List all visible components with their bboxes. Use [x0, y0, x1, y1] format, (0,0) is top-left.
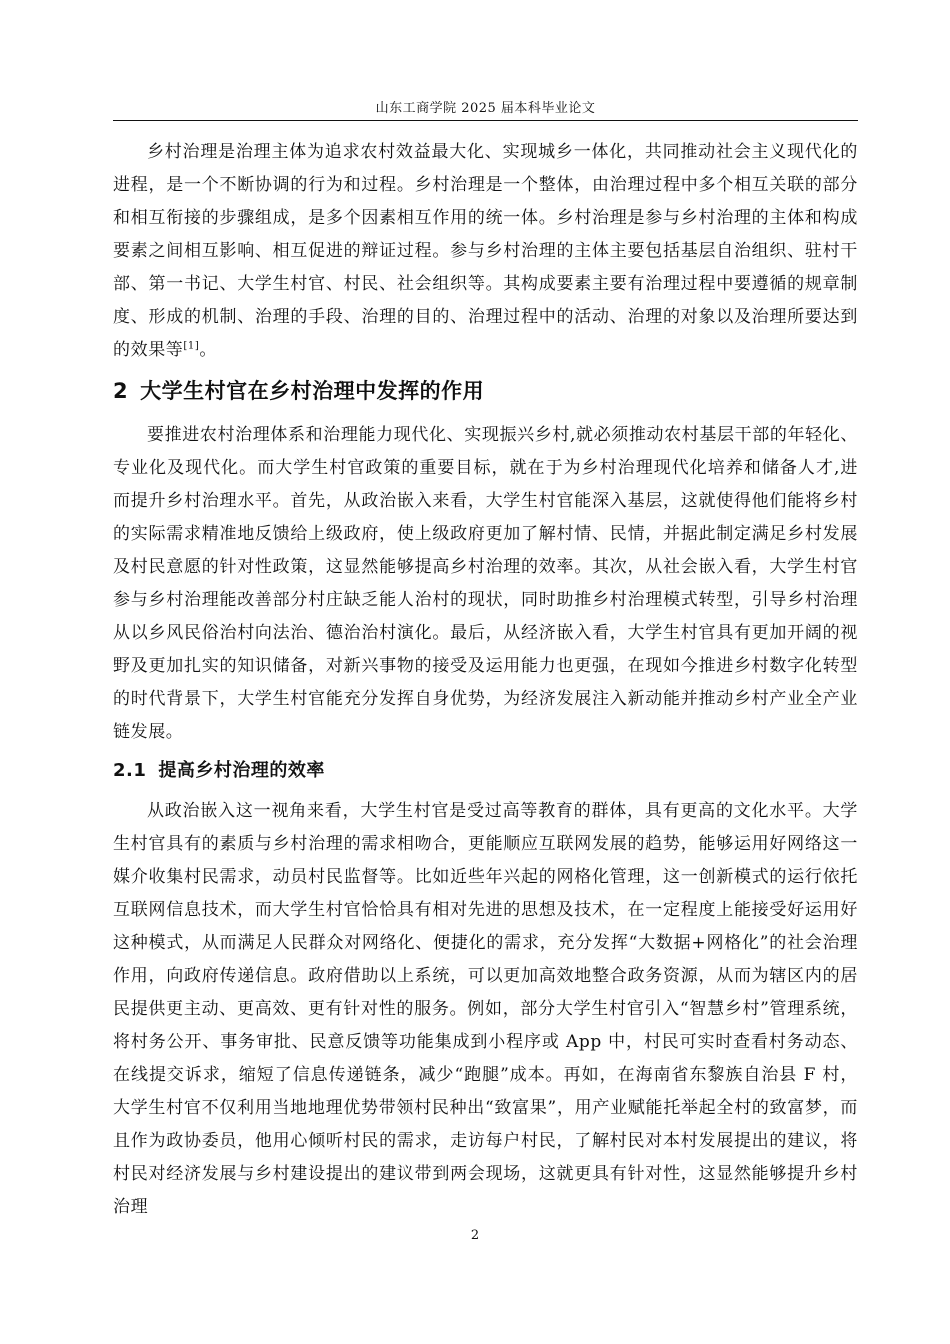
page-number: 2 [470, 1228, 480, 1243]
section-2-title: 大学生村官在乡村治理中发挥的作用 [140, 379, 485, 403]
running-header: 山东工商学院 2025 届本科毕业论文 [375, 101, 596, 116]
intro-paragraph [113, 136, 858, 367]
section-2-heading [113, 371, 858, 411]
section-2-1-number: 2.1 [113, 760, 147, 781]
section-2-paragraph: 要推进农村治理体系和治理能力现代化、实现振兴乡村,就必须推动农村基层干部的年轻化、专业化及现代化。而大学生村官政策的重要目标，就在于为乡村治理现代化培养和储备人才,进而提升乡村治理水平。首先，从政治嵌入来看，大学生村官能深入基层，这就使得他们能将乡村的实际需求精准地反馈给上级政府，使上级政府更加了解村情、民情，并据此制定满足乡村发展及村民意愿的针对性政策，这显然能够提高乡村治理的效率。其次，从社会嵌入看，大学生村官参与乡村治理能改善部分村庄缺乏能人治村的现状，同时助推乡村治理模式转型，引导乡村治理从以乡风民俗治村向法治、德治治村演化。最后，从经济嵌入看，大学生村官具有更加开阔的视野及更加扎实的知识储备，对新兴事物的接受及运用能力也更强，在现如今推进乡村数字化转型的时代背景下，大学生村官能充分发挥自身优势，为经济发展注入新动能并推动乡村产业全产业链发展。 [113, 425, 858, 742]
citation-ref: [1] [183, 340, 200, 352]
intro-paragraph-text: 乡村治理是治理主体为追求农村效益最大化、实现城乡一体化，共同推动社会主义现代化的进程，是一个不断协调的行为和过程。乡村治理是一个整体，由治理过程中多个相互关联的部分和相互衔接的步骤组成，是多个因素相互作用的统一体。乡村治理是参与乡村治理的主体和构成要素之间相互影响、相互促进的辩证过程。参与乡村治理的主体主要包括基层自治组织、驻村干部、第一书记、大学生村官、村民、社会组织等。其构成要素主要有治理过程中要遵循的规章制度、形成的机制、治理的手段、治理的目的、治理过程中的活动、治理的对象以及治理所要达到的效果等 [113, 142, 858, 360]
body-text [113, 136, 858, 1224]
section-2-1-paragraph: 从政治嵌入这一视角来看，大学生村官是受过高等教育的群体，具有更高的文化水平。大学生村官具有的素质与乡村治理的需求相吻合，更能顺应互联网发展的趋势，能够运用好网络这一媒介收集村民需求，动员村民监督等。比如近些年兴起的网格化管理，这一创新模式的运行依托互联网信息技术，而大学生村官恰恰具有相对先进的思想及技术，在一定程度上能接受好运用好这种模式，从而满足人民群众对网络化、便捷化的需求，充分发挥“大数据+网格化”的社会治理作用，向政府传递信息。政府借助以上系统，可以更加高效地整合政务资源，从而为辖区内的居民提供更主动、更高效、更有针对性的服务。例如，部分大学生村官引入“智慧乡村”管理系统，将村务公开、事务审批、民意反馈等功能集成到小程序或 App 中，村民可实时查看村务动态、在线提交诉求，缩短了信息传递链条，减少“跑腿”成本。再如，在海南省东黎族自治县 F 村，大学生村官不仅利用当地地理优势带领村民种出“致富果”，用产业赋能托举起全村的致富梦，而且作为政协委员，他用心倾听村民的需求，走访每户村民，了解村民对本村发展提出的建议，将村民对经济发展与乡村建设提出的建议带到两会现场，这就更具有针对性，这显然能够提升乡村治理 [113, 801, 858, 1217]
section-2-1-heading [113, 753, 858, 789]
intro-paragraph-tail: 。 [199, 340, 217, 360]
section-2-1-title: 提高乡村治理的效率 [158, 760, 325, 781]
header-rule [113, 120, 858, 121]
section-2-number: 2 [113, 379, 129, 403]
